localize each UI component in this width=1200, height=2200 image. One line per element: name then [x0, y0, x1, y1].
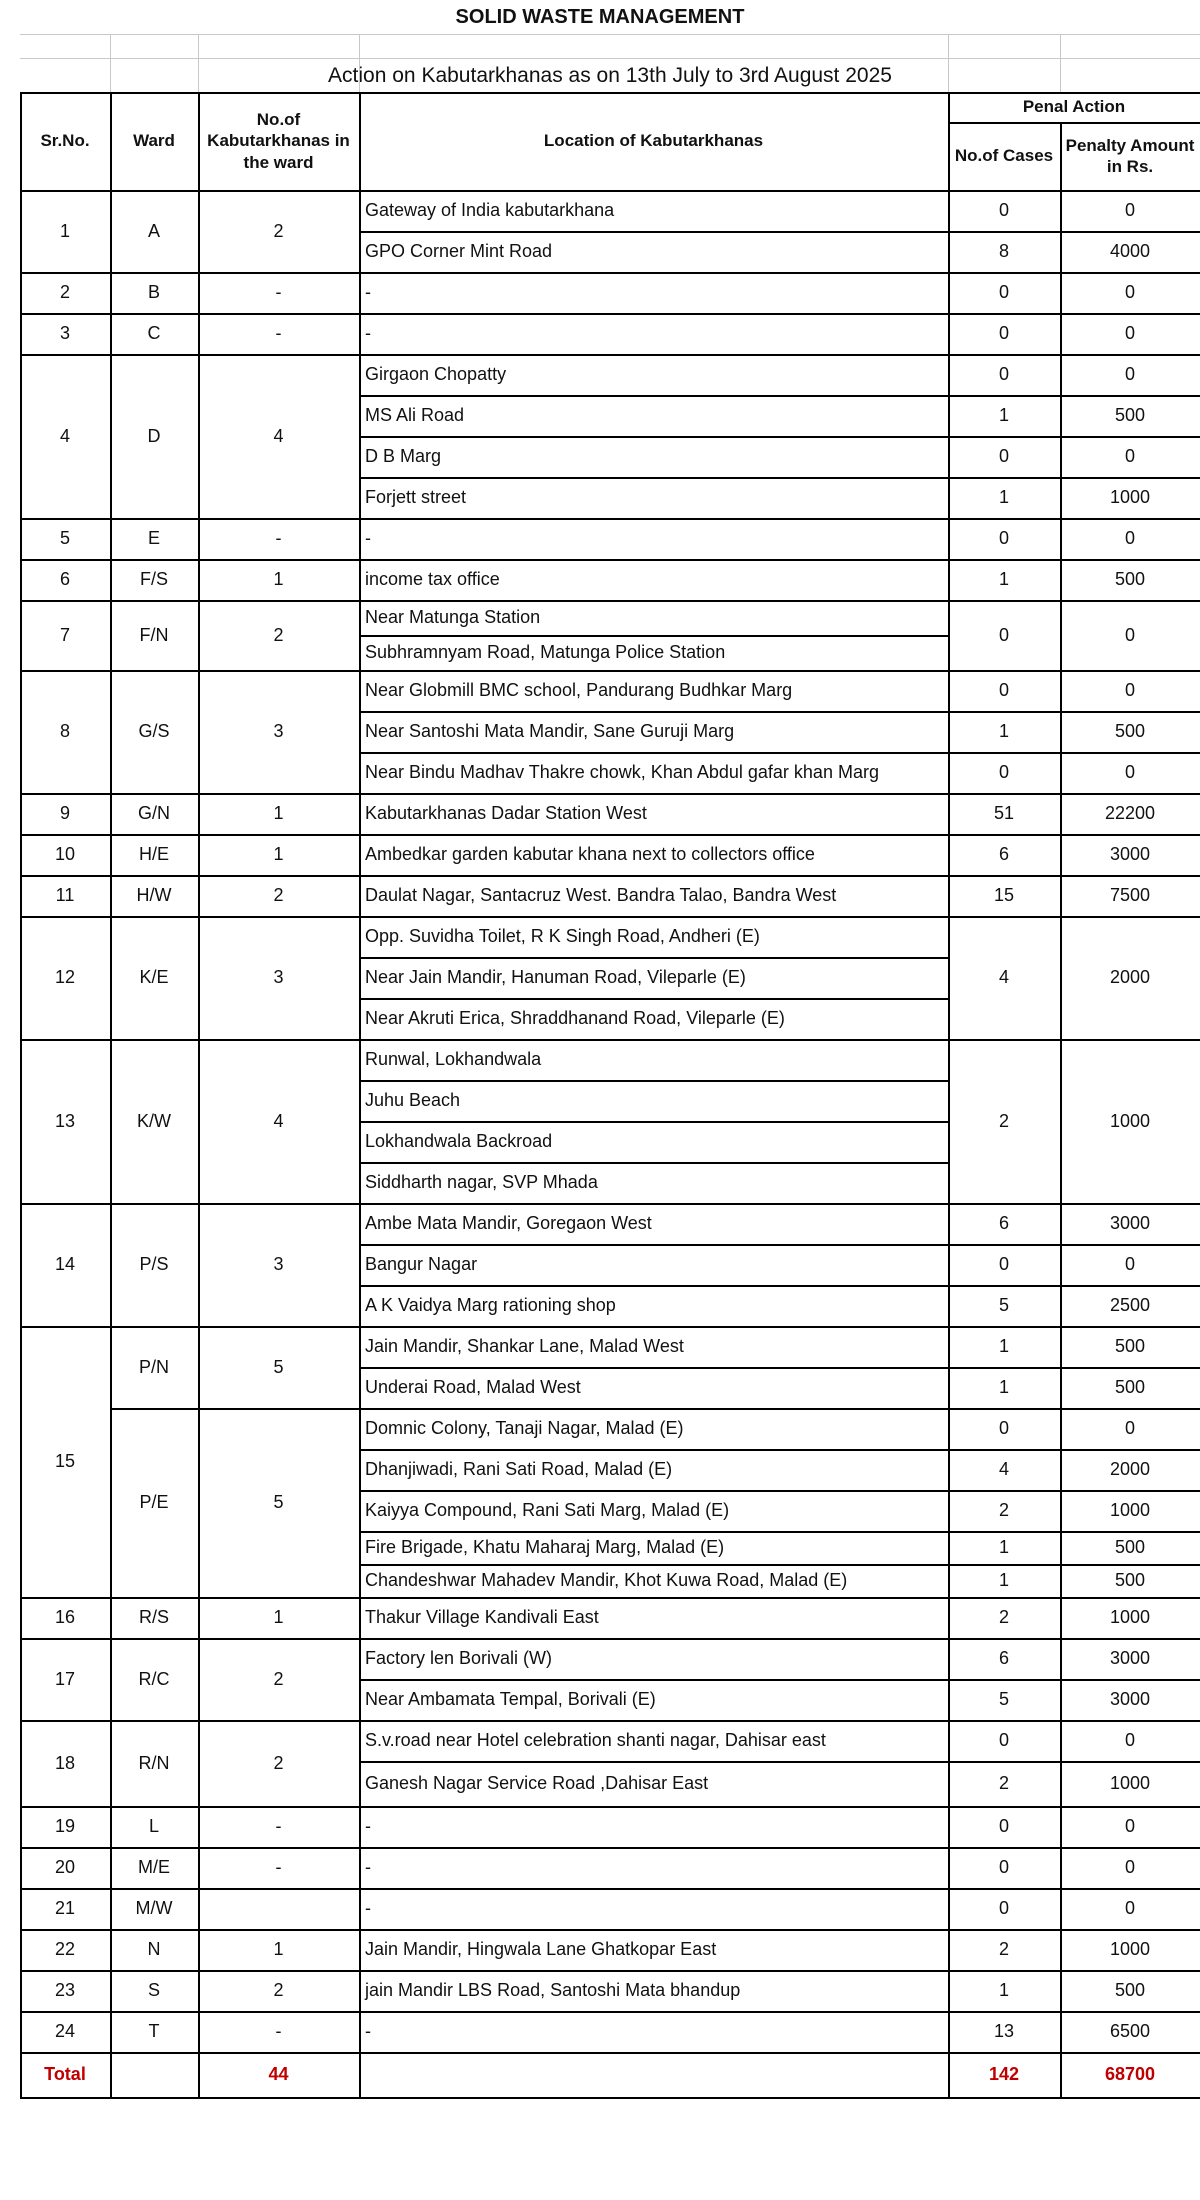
cases-cell: 0 — [998, 282, 1009, 303]
penalty-cell: 0 — [1124, 364, 1135, 385]
cases-cell: 1 — [998, 487, 1009, 508]
cases-cell: 2 — [998, 1773, 1009, 1794]
penalty-cell: 500 — [1114, 405, 1146, 426]
kabutarkhana-count-cell: - — [275, 1816, 282, 1837]
grid-line — [359, 1162, 948, 1164]
cases-cell: 0 — [998, 1254, 1009, 1275]
grid-line — [359, 92, 361, 190]
location-cell: Opp. Suvidha Toilet, R K Singh Road, Andheri (E) — [365, 926, 760, 947]
location-cell: - — [365, 1857, 371, 1878]
grid-line — [359, 1564, 1200, 1566]
total-kabutarkhana-count: 44 — [268, 2064, 289, 2085]
header-location: Location of Kabutarkhanas — [543, 131, 764, 151]
penalty-cell: 3000 — [1109, 1648, 1151, 1669]
grid-line — [359, 752, 1200, 754]
grid-line — [20, 190, 22, 2097]
kabutarkhana-count-cell: 2 — [273, 220, 284, 241]
sr-no-cell: 3 — [59, 323, 70, 344]
location-cell: Fire Brigade, Khatu Maharaj Marg, Malad (E) — [365, 1537, 725, 1558]
grid-line — [20, 2097, 1200, 2099]
penalty-cell: 2500 — [1109, 1295, 1151, 1316]
kabutarkhana-count-cell: - — [275, 282, 282, 303]
penalty-cell: 0 — [1124, 1418, 1135, 1439]
grid-line — [359, 1285, 1200, 1287]
cases-cell: 6 — [998, 844, 1009, 865]
sr-no-cell: 5 — [59, 528, 70, 549]
cases-cell: 0 — [998, 1418, 1009, 1439]
penalty-cell: 2000 — [1109, 967, 1151, 988]
sr-no-cell: 13 — [54, 1110, 76, 1131]
location-cell: A K Vaidya Marg rationing shop — [365, 1295, 616, 1316]
kabutarkhana-count-cell: - — [275, 2021, 282, 2042]
grid-line — [359, 1080, 948, 1082]
sr-no-cell: 6 — [59, 569, 70, 590]
sr-no-cell: 21 — [54, 1898, 76, 1919]
location-cell: MS Ali Road — [365, 405, 465, 426]
grid-line — [198, 34, 199, 92]
header-penalty-amount: Penalty Amount in Rs. — [1065, 135, 1195, 176]
penalty-cell: 500 — [1114, 1980, 1146, 2001]
penalty-cell: 500 — [1114, 569, 1146, 590]
location-cell: D B Marg — [365, 446, 442, 467]
location-cell: Near Jain Mandir, Hanuman Road, Vileparle (E) — [365, 967, 746, 988]
cases-cell: 2 — [998, 1607, 1009, 1628]
kabutarkhana-count-cell: 4 — [273, 1110, 284, 1131]
cases-cell: 1 — [998, 1980, 1009, 2001]
cases-cell: 0 — [998, 528, 1009, 549]
cases-cell: 0 — [998, 1898, 1009, 1919]
cases-cell: 6 — [998, 1213, 1009, 1234]
location-cell: Ambe Mata Mandir, Goregaon West — [365, 1213, 652, 1234]
penalty-cell: 2000 — [1109, 1459, 1151, 1480]
penalty-cell: 1000 — [1109, 1607, 1151, 1628]
ward-cell: R/C — [138, 1668, 170, 1689]
cases-cell: 13 — [993, 2021, 1015, 2042]
grid-line — [948, 122, 1200, 124]
grid-line — [20, 92, 22, 190]
grid-line — [198, 92, 200, 190]
sheet-title: SOLID WASTE MANAGEMENT — [455, 5, 745, 28]
sr-no-cell: 19 — [54, 1816, 76, 1837]
location-cell: Juhu Beach — [365, 1090, 461, 1111]
kabutarkhana-count-cell: 2 — [273, 1752, 284, 1773]
sr-no-cell: 2 — [59, 282, 70, 303]
location-cell: jain Mandir LBS Road, Santoshi Mata bhandup — [365, 1980, 741, 2001]
ward-cell: T — [148, 2021, 160, 2042]
sr-no-cell: 7 — [59, 624, 70, 645]
penalty-cell: 4000 — [1109, 241, 1151, 262]
location-cell: GPO Corner Mint Road — [365, 241, 553, 262]
cases-cell: 1 — [998, 1570, 1009, 1591]
penalty-cell: 0 — [1124, 680, 1135, 701]
cases-cell: 2 — [998, 1500, 1009, 1521]
kabutarkhana-count-cell: 4 — [273, 425, 284, 446]
sr-no-cell: 12 — [54, 967, 76, 988]
grid-line — [198, 190, 200, 2097]
penalty-cell: 1000 — [1109, 1939, 1151, 1960]
kabutarkhana-count-cell: 1 — [273, 1939, 284, 1960]
kabutarkhana-count-cell: 1 — [273, 844, 284, 865]
grid-line — [359, 436, 1200, 438]
sr-no-cell: 17 — [54, 1668, 76, 1689]
penalty-cell: 0 — [1124, 446, 1135, 467]
grid-line — [20, 34, 1200, 35]
penalty-cell: 500 — [1114, 721, 1146, 742]
cases-cell: 1 — [998, 721, 1009, 742]
grid-line — [1060, 34, 1061, 92]
ward-cell: G/S — [138, 721, 170, 742]
cases-cell: 4 — [998, 1459, 1009, 1480]
total-label: Total — [44, 2064, 86, 2085]
grid-line — [359, 190, 361, 2097]
penalty-cell: 0 — [1124, 200, 1135, 221]
grid-line — [359, 477, 1200, 479]
kabutarkhana-count-cell: 2 — [273, 885, 284, 906]
location-cell: Girgaon Chopatty — [365, 364, 507, 385]
sr-no-cell: 14 — [54, 1254, 76, 1275]
sr-no-cell: 20 — [54, 1857, 76, 1878]
penalty-cell: 0 — [1124, 1254, 1135, 1275]
kabutarkhana-count-cell: 5 — [273, 1492, 284, 1513]
kabutarkhana-count-cell: - — [275, 528, 282, 549]
sr-no-cell: 22 — [54, 1939, 76, 1960]
grid-line — [948, 190, 950, 2097]
location-cell: - — [365, 2021, 371, 2042]
cases-cell: 5 — [998, 1689, 1009, 1710]
kabutarkhana-count-cell: 3 — [273, 1254, 284, 1275]
grid-line — [20, 58, 1200, 59]
location-cell: Forjett street — [365, 487, 467, 508]
location-cell: Lokhandwala Backroad — [365, 1131, 553, 1152]
location-cell: income tax office — [365, 569, 500, 590]
grid-line — [359, 1679, 1200, 1681]
penalty-cell: 1000 — [1109, 1773, 1151, 1794]
kabutarkhana-count-cell: 2 — [273, 624, 284, 645]
cases-cell: 1 — [998, 569, 1009, 590]
penalty-cell: 0 — [1124, 323, 1135, 344]
kabutarkhana-count-cell — [198, 1888, 359, 1929]
location-cell: Kaiyya Compound, Rani Sati Marg, Malad (E) — [365, 1500, 730, 1521]
kabutarkhana-count-cell: 1 — [273, 569, 284, 590]
location-cell: Near Bindu Madhav Thakre chowk, Khan Abdul gafar khan Marg — [365, 762, 879, 783]
header-ward: Ward — [133, 131, 175, 151]
total-penalty: 68700 — [1104, 2064, 1156, 2085]
grid-line — [20, 92, 1200, 94]
sr-no-cell: 16 — [54, 1607, 76, 1628]
cases-cell: 0 — [998, 200, 1009, 221]
cases-cell: 0 — [998, 1857, 1009, 1878]
sr-no-cell: 8 — [59, 721, 70, 742]
location-cell: - — [365, 282, 371, 303]
location-cell: Near Ambamata Tempal, Borivali (E) — [365, 1689, 656, 1710]
grid-line — [359, 1490, 1200, 1492]
sr-no-cell: 15 — [54, 1451, 76, 1472]
penalty-cell: 6500 — [1109, 2021, 1151, 2042]
location-cell: - — [365, 1898, 371, 1919]
cases-cell: 5 — [998, 1295, 1009, 1316]
penalty-cell: 0 — [1124, 762, 1135, 783]
ward-cell: P/S — [139, 1254, 169, 1275]
ward-cell: N — [147, 1939, 161, 1960]
ward-cell: K/E — [139, 967, 169, 988]
location-cell: Jain Mandir, Hingwala Lane Ghatkopar East — [365, 1939, 717, 1960]
location-cell: - — [365, 323, 371, 344]
cases-cell: 0 — [998, 624, 1009, 645]
ward-cell: C — [147, 323, 161, 344]
grid-line — [359, 395, 1200, 397]
location-cell: Chandeshwar Mahadev Mandir, Khot Kuwa Road, Malad (E) — [365, 1570, 848, 1591]
penalty-cell: 0 — [1124, 528, 1135, 549]
ward-cell: K/W — [137, 1110, 171, 1131]
ward-cell: B — [147, 282, 160, 303]
total-cases: 142 — [988, 2064, 1020, 2085]
grid-line — [948, 34, 949, 92]
sr-no-cell: 4 — [59, 425, 70, 446]
ward-cell: P/N — [138, 1356, 169, 1377]
grid-line — [110, 190, 112, 2097]
kabutarkhana-count-cell: 3 — [273, 721, 284, 742]
location-cell: Ganesh Nagar Service Road ,Dahisar East — [365, 1773, 709, 1794]
penalty-cell: 0 — [1124, 624, 1135, 645]
ward-cell: G/N — [137, 803, 170, 824]
penalty-cell: 500 — [1114, 1570, 1146, 1591]
grid-line — [359, 957, 948, 959]
cases-cell: 1 — [998, 1377, 1009, 1398]
penalty-cell: 7500 — [1109, 885, 1151, 906]
grid-line — [948, 92, 950, 190]
cases-cell: 51 — [993, 803, 1015, 824]
location-cell: Siddharth nagar, SVP Mhada — [365, 1172, 598, 1193]
penalty-cell: 0 — [1124, 282, 1135, 303]
cases-cell: 0 — [998, 364, 1009, 385]
cases-cell: 2 — [998, 1939, 1009, 1960]
cases-cell: 0 — [998, 680, 1009, 701]
sr-no-cell: 11 — [55, 885, 75, 906]
cases-cell: 1 — [998, 1336, 1009, 1357]
grid-line — [359, 34, 360, 92]
ward-cell: P/E — [139, 1492, 169, 1513]
cases-cell: 4 — [998, 967, 1009, 988]
grid-line — [1060, 190, 1062, 2097]
location-cell: - — [365, 528, 371, 549]
header-sr-no: Sr.No. — [40, 131, 90, 151]
cases-cell: 1 — [998, 1537, 1009, 1558]
cases-cell: 15 — [993, 885, 1015, 906]
location-cell: Jain Mandir, Shankar Lane, Malad West — [365, 1336, 684, 1357]
ward-cell: M/E — [137, 1857, 170, 1878]
ward-cell: E — [147, 528, 160, 549]
penalty-cell: 3000 — [1109, 844, 1151, 865]
sheet-subtitle: Action on Kabutarkhanas as on 13th July to 3rd August 2025 — [328, 63, 892, 87]
sr-no-cell: 23 — [54, 1980, 76, 2001]
ward-cell: R/N — [138, 1752, 170, 1773]
ward-cell: S — [147, 1980, 160, 2001]
ward-cell: D — [147, 425, 161, 446]
penalty-cell: 1000 — [1109, 1110, 1151, 1131]
grid-line — [110, 34, 111, 92]
location-cell: Near Globmill BMC school, Pandurang Budhkar Marg — [365, 680, 793, 701]
cases-cell: 0 — [998, 762, 1009, 783]
cases-cell: 0 — [998, 446, 1009, 467]
location-cell: Bangur Nagar — [365, 1254, 478, 1275]
ward-cell: H/E — [138, 844, 169, 865]
penalty-cell: 1000 — [1109, 1500, 1151, 1521]
kabutarkhana-count-cell: 1 — [273, 1607, 284, 1628]
penalty-cell: 500 — [1114, 1377, 1146, 1398]
cases-cell: 0 — [998, 323, 1009, 344]
sr-no-cell: 18 — [54, 1752, 76, 1773]
ward-cell: R/S — [138, 1607, 169, 1628]
location-cell: Near Santoshi Mata Mandir, Sane Guruji Marg — [365, 721, 735, 742]
cases-cell: 0 — [998, 1816, 1009, 1837]
kabutarkhana-count-cell: 5 — [273, 1356, 284, 1377]
grid-line — [359, 1449, 1200, 1451]
cases-cell: 6 — [998, 1648, 1009, 1669]
sr-no-cell: 9 — [59, 803, 70, 824]
penalty-cell: 22200 — [1104, 803, 1156, 824]
grid-line — [359, 231, 1200, 233]
grid-line — [359, 1244, 1200, 1246]
grid-line — [359, 1531, 1200, 1533]
grid-line — [110, 1408, 1200, 1410]
cases-cell: 0 — [998, 1730, 1009, 1751]
penalty-cell: 3000 — [1109, 1689, 1151, 1710]
cases-cell: 2 — [998, 1110, 1009, 1131]
kabutarkhana-count-cell: 3 — [273, 967, 284, 988]
ward-cell: A — [147, 220, 160, 241]
grid-line — [110, 92, 112, 190]
sr-no-cell: 1 — [59, 220, 70, 241]
sr-no-cell: 24 — [54, 2021, 76, 2042]
location-cell: Ambedkar garden kabutar khana next to collectors office — [365, 844, 815, 865]
grid-line — [1060, 122, 1062, 190]
location-cell: S.v.road near Hotel celebration shanti nagar, Dahisar east — [365, 1730, 826, 1751]
cases-cell: 1 — [998, 405, 1009, 426]
penalty-cell: 1000 — [1109, 487, 1151, 508]
location-cell: - — [365, 1816, 371, 1837]
location-cell: Subhramnyam Road, Matunga Police Station — [365, 642, 726, 663]
grid-line — [359, 1367, 1200, 1369]
grid-line — [359, 1761, 1200, 1763]
grid-line — [359, 1121, 948, 1123]
location-cell: Domnic Colony, Tanaji Nagar, Malad (E) — [365, 1418, 684, 1439]
header-no-of-cases: No.of Cases — [954, 146, 1054, 166]
ward-cell: F/S — [139, 569, 168, 590]
location-cell: Near Akruti Erica, Shraddhanand Road, Vileparle (E) — [365, 1008, 785, 1029]
kabutarkhana-count-cell: - — [275, 323, 282, 344]
location-cell: Factory len Borivali (W) — [365, 1648, 553, 1669]
grid-line — [359, 998, 948, 1000]
kabutarkhana-count-cell: 1 — [273, 803, 284, 824]
grid-line — [359, 711, 1200, 713]
ward-cell: L — [148, 1816, 159, 1837]
sr-no-cell: 10 — [54, 844, 76, 865]
location-cell: Dhanjiwadi, Rani Sati Road, Malad (E) — [365, 1459, 673, 1480]
location-cell: Runwal, Lokhandwala — [365, 1049, 542, 1070]
location-cell: Gateway of India kabutarkhana — [365, 200, 615, 221]
ward-cell: M/W — [135, 1898, 173, 1919]
penalty-cell: 500 — [1114, 1537, 1146, 1558]
location-cell: Kabutarkhanas Dadar Station West — [365, 803, 647, 824]
location-cell: Underai Road, Malad West — [365, 1377, 581, 1398]
penalty-cell: 3000 — [1109, 1213, 1151, 1234]
ward-cell: H/W — [136, 885, 172, 906]
location-cell: Near Matunga Station — [365, 607, 541, 628]
location-cell: Daulat Nagar, Santacruz West. Bandra Talao, Bandra West — [365, 885, 837, 906]
kabutarkhana-count-cell: 2 — [273, 1668, 284, 1689]
kabutarkhana-count-cell: 2 — [273, 1980, 284, 2001]
header-penal-action: Penal Action — [1022, 97, 1126, 117]
penalty-cell: 0 — [1124, 1898, 1135, 1919]
location-cell: Thakur Village Kandivali East — [365, 1607, 599, 1628]
kabutarkhana-count-cell: - — [275, 1857, 282, 1878]
penalty-cell: 500 — [1114, 1336, 1146, 1357]
penalty-cell: 0 — [1124, 1857, 1135, 1878]
header-kabutarkhana-count: No.of Kabutarkhanas in the ward — [207, 110, 350, 172]
penalty-cell: 0 — [1124, 1730, 1135, 1751]
penalty-cell: 0 — [1124, 1816, 1135, 1837]
cases-cell: 8 — [998, 241, 1009, 262]
grid-line — [359, 635, 948, 637]
ward-cell: F/N — [139, 624, 169, 645]
